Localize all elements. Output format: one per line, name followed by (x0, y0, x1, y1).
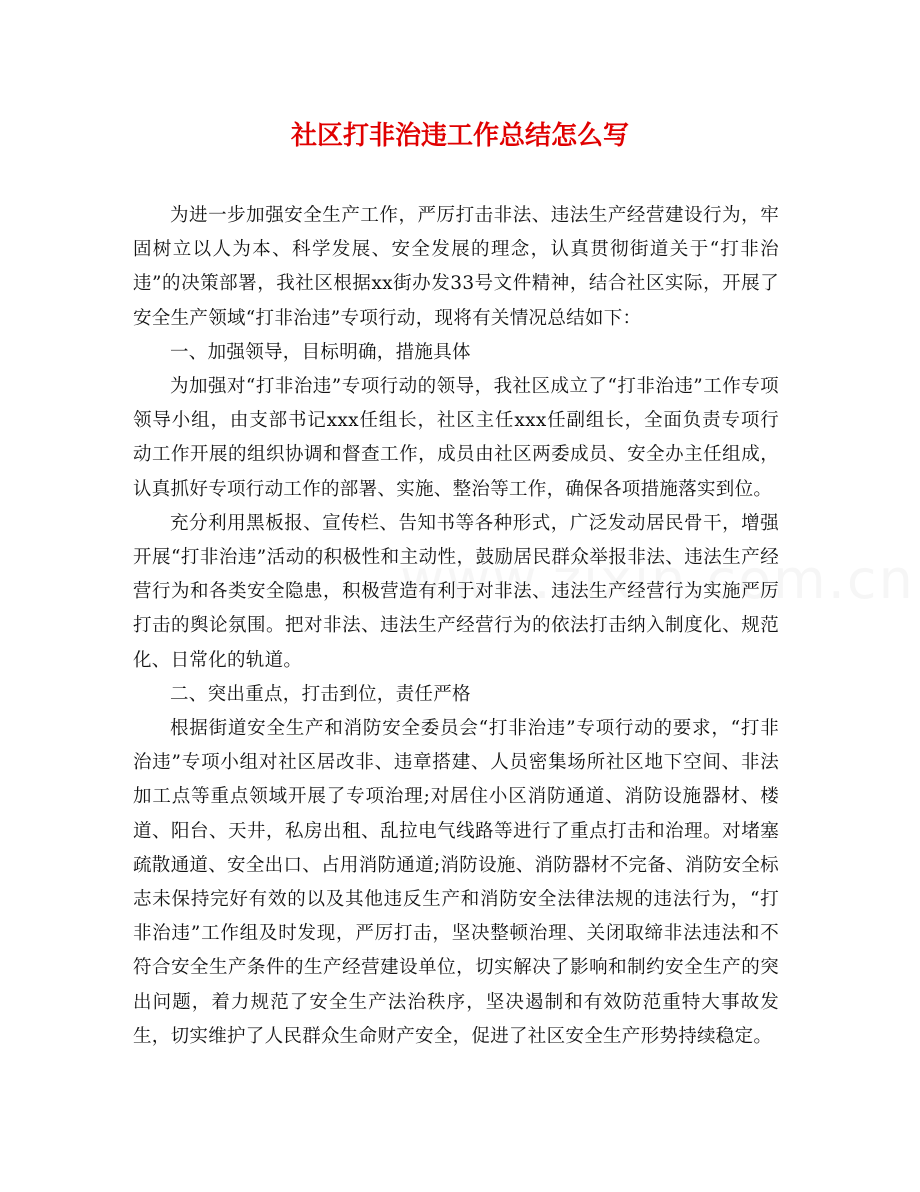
document-title: 社区打非治违工作总结怎么写 (290, 121, 629, 151)
paragraph-publicity: 充分利用黑板报、宣传栏、告知书等各种形式，广泛发动居民骨干，增强开展“打非治违”活动的积极性和主动性，鼓励居民群众举报非法、违法生产经营行为和各类安全隐患，积极营造有利于对非法、违法生产经营行为实施严厉打击的舆论氛围。把对非法、违法生产经营行为的依法打击纳入制度化、规范化、日常化的轨道。 (133, 512, 779, 671)
section-heading-1: 一、加强领导，目标明确，措施具体 (170, 341, 471, 363)
section-heading-2: 二、突出重点，打击到位，责任严格 (170, 683, 471, 705)
paragraph-focus: 根据街道安全生产和消防安全委员会“打非治违”专项行动的要求，“打非治违”专项小组对社区居改非、违章搭建、人员密集场所社区地下空间、非法加工点等重点领域开展了专项治理;对居住小区消防通道、消防设施器材、楼道、阳台、天井，私房出租、乱拉电气线路等进行了重点打击和治理。对堵塞疏散通道、安全出口、占用消防通道;消防设施、消防器材不完备、消防安全标志未保持完好有效的以及其他违反生产和消防安全法律法规的违法行为，“打非治违”工作组及时发现，严厉打击，坚决整顿治理、关闭取缔非法违法和不符合安全生产条件的生产经营建设单位，切实解决了影响和制约安全生产的突出问题，着力规范了安全生产法治秩序，坚决遏制和有效防范重特大事故发生，切实维护了人民群众生命财产安全，促进了社区安全生产形势持续稳定。 (133, 718, 779, 1047)
paragraph-leadership: 为加强对“打非治违”专项行动的领导，我社区成立了“打非治违”工作专项领导小组，由支部书记xxx任组长，社区主任xxx任副组长，全面负责专项行动工作开展的组织协调和督查工作，成员由社区两委成员、安全办主任组成，认真抓好专项行动工作的部署、实施、整治等工作，确保各项措施落实到位。 (133, 376, 779, 500)
paragraph-intro: 为进一步加强安全生产工作，严厉打击非法、违法生产经营建设行为，牢固树立以人为本、科学发展、安全发展的理念，认真贯彻街道关于“打非治违”的决策部署，我社区根据xx街办发33号文件精神，结合社区实际，开展了安全生产领域“打非治违”专项行动，现将有关情况总结如下： (133, 205, 779, 329)
document-body (133, 199, 779, 1054)
